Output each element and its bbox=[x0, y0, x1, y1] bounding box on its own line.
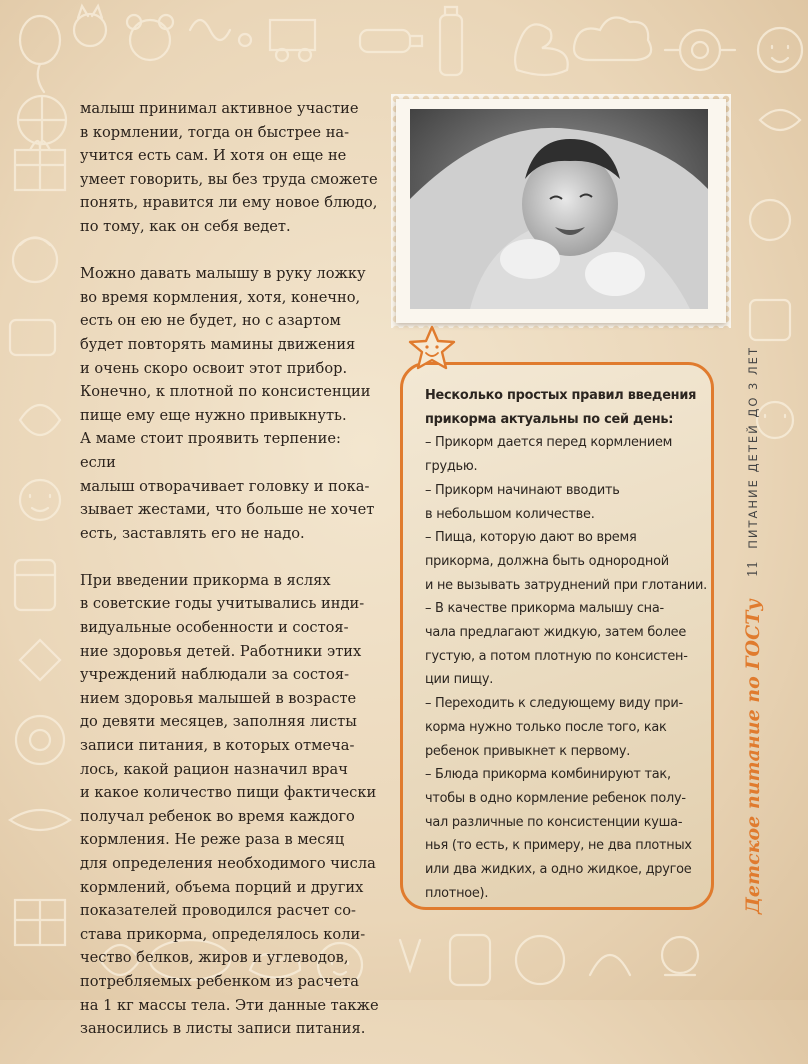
tip-item: – Прикорм начинают вводить в небольшом количестве. bbox=[425, 482, 620, 522]
main-article bbox=[80, 97, 380, 1064]
article-paragraph: Можно давать малышу в руку ложку во время кормления, хотя, конечно, есть он ею не будет, но с азартом будет повторять мамины движения и очень скоро освоит этот прибор. Конечно, к плотной по консистенции пище ему еще нужно привыкнуть. А маме стоит проявить терпение: если малыш отворачивает головку и пока- зывает жестами, что больше не хочет есть, заставлять его не надо. bbox=[80, 265, 375, 542]
tip-item: – Прикорм дается перед кормлением грудью. bbox=[425, 435, 673, 475]
smiling-star-icon bbox=[408, 325, 456, 371]
brand-title: Детское питание по ГОСТу bbox=[742, 599, 764, 914]
photo-frame bbox=[396, 99, 726, 323]
baby-photo bbox=[410, 109, 708, 309]
tip-item: – Переходить к следующему виду при- корма нужно только после того, как ребенок привыкнет к первому. bbox=[425, 696, 683, 759]
tip-item: – Блюда прикорма комбинируют так, чтобы в одно кормление ребенок полу- чал различные по консистенции куша- нья (то есть, к примеру, не два плотных или два жидких, а одно жидкое, другое плотное). bbox=[425, 767, 692, 901]
tips-content bbox=[425, 384, 710, 905]
tip-item: – В качестве прикорма малышу сна- чала предлагают жидкую, затем более густую, а потом плотную по консистен- ции пищу. bbox=[425, 601, 688, 688]
page-number: 11 bbox=[745, 560, 761, 578]
tips-title: Несколько простых правил введения прикорма актуальны по сей день: bbox=[425, 388, 697, 427]
page-spine bbox=[733, 0, 773, 1000]
article-paragraph: При введении прикорма в яслях в советские годы учитывались инди- видуальные особенности и состоя- ние здоровья детей. Работники этих учреждений наблюдали за состоя- нием здоровья малышей в возрасте до девяти месяцев, заполняя листы записи питания, в которых отмеча- лось, какой рацион назначил врач и какое количество пищи фактически получал ребенок во время каждого кормления. Не реже раза в месяц для определения необходимого числа кормлений, объема порций и других показателей проводился расчет со- става прикорма, определялось коли- чество белков, жиров и углеводов, потребляемых ребенком из расчета на 1 кг массы тела. Эти данные также заносились в листы записи питания. bbox=[80, 571, 379, 1038]
tip-item: – Пища, которую дают во время прикорма, должна быть однородной и не вызывать затруднений при глотании. bbox=[425, 530, 707, 593]
baby-photo-illustration bbox=[410, 109, 708, 309]
book-title: ПИТАНИЕ ДЕТЕЙ ДО 3 ЛЕТ bbox=[746, 346, 760, 549]
article-paragraph: малыш принимал активное участие в кормлении, тогда он быстрее на- учится есть сам. И хотя он еще не умеет говорить, вы без труда сможете понять, нравится ли ему новое блюдо, по тому, как он себя ведет. bbox=[80, 100, 378, 235]
